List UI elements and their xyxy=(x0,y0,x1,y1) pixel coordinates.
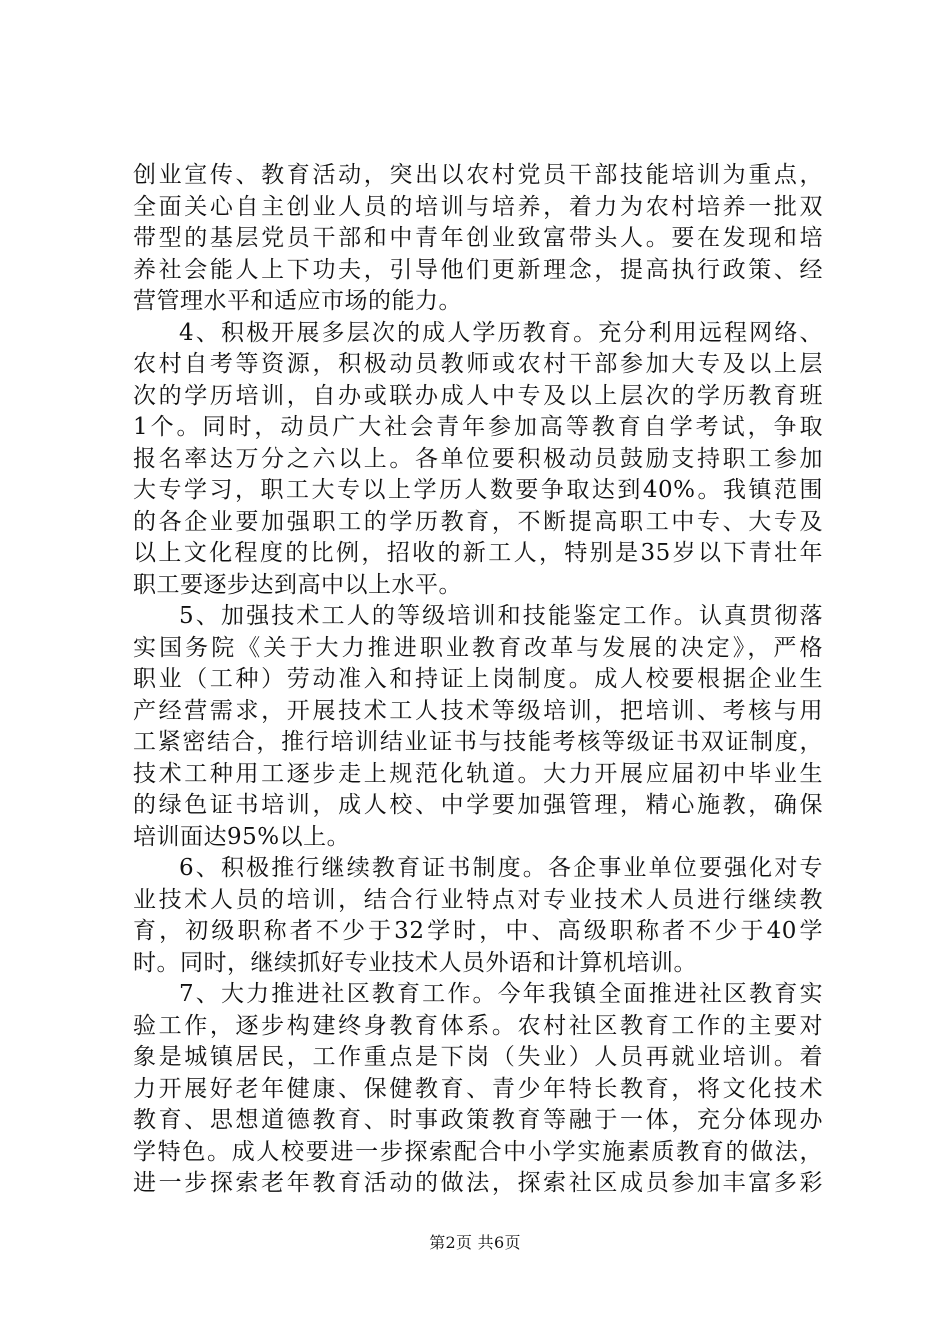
text-line: 1个。同时，动员广大社会青年参加高等教育自学考试，争取 xyxy=(133,414,823,440)
text-line: 进一步探索老年教育活动的做法，探索社区成员参加丰富多彩 xyxy=(133,1170,823,1196)
text-line: 养社会能人上下功夫，引导他们更新理念，提高执行政策、经 xyxy=(133,256,823,283)
text-line: 农村自考等资源，积极动员教师或农村干部参加大专及以上层 xyxy=(133,351,823,377)
paragraph-4-start: 4、积极开展多层次的成人学历教育。充分利用远程网络、 xyxy=(179,319,823,346)
text-line: 的绿色证书培训，成人校、中学要加强管理，精心施教，确保 xyxy=(133,792,823,818)
text-line: 时。同时，继续抓好专业技术人员外语和计算机培训。 xyxy=(133,949,697,976)
text-line: 职业（工种）劳动准入和持证上岗制度。成人校要根据企业生 xyxy=(133,666,823,692)
text-line: 报名率达万分之六以上。各单位要积极动员鼓励支持职工参加 xyxy=(133,445,823,472)
text-line: 业技术人员的培训，结合行业特点对专业技术人员进行继续教 xyxy=(133,886,823,913)
text-line: 实国务院《关于大力推进职业教育改革与发展的决定》，严格 xyxy=(133,634,823,661)
text-line: 职工要逐步达到高中以上水平。 xyxy=(133,571,462,598)
text-line: 创业宣传、教育活动，突出以农村党员干部技能培训为重点， xyxy=(133,162,823,188)
text-line: 营管理水平和适应市场的能力。 xyxy=(133,288,462,314)
text-line: 力开展好老年健康、保健教育、青少年特长教育，将文化技术 xyxy=(133,1075,823,1102)
paragraph-5-start: 5、加强技术工人的等级培训和技能鉴定工作。认真贯彻落 xyxy=(179,603,823,629)
text-line: 次的学历培训，自办或联办成人中专及以上层次的学历教育班 xyxy=(133,382,823,409)
paragraph-7-start: 7、大力推进社区教育工作。今年我镇全面推进社区教育实 xyxy=(179,981,823,1007)
text-line: 学特色。成人校要进一步探索配合中小学实施素质教育的做法， xyxy=(133,1138,823,1165)
text-line: 以上文化程度的比例，招收的新工人，特别是35岁以下青壮年 xyxy=(133,540,823,566)
text-line: 育，初级职称者不少于32学时，中、高级职称者不少于40学 xyxy=(133,918,823,944)
text-line: 大专学习，职工大专以上学历人数要争取达到40%。我镇范围 xyxy=(133,477,823,503)
text-line: 产经营需求，开展技术工人技术等级培训，把培训、考核与用 xyxy=(133,697,823,724)
body-text xyxy=(133,160,823,1200)
page-number-footer: 第2页 共6页 xyxy=(429,1233,521,1252)
text-line: 技术工种用工逐步走上规范化轨道。大力开展应届初中毕业生 xyxy=(133,760,823,787)
text-line: 工紧密结合，推行培训结业证书与技能考核等级证书双证制度， xyxy=(133,729,823,755)
text-line: 全面关心自主创业人员的培训与培养，着力为农村培养一批双 xyxy=(133,193,823,220)
text-line: 带型的基层党员干部和中青年创业致富带头人。要在发现和培 xyxy=(133,225,823,251)
text-line: 的各企业要加强职工的学历教育，不断提高职工中专、大专及 xyxy=(133,508,823,535)
paragraph-6-start: 6、积极推行继续教育证书制度。各企事业单位要强化对专 xyxy=(179,855,823,881)
text-line: 验工作，逐步构建终身教育体系。农村社区教育工作的主要对 xyxy=(133,1012,823,1039)
text-line: 教育、思想道德教育、时事政策教育等融于一体，充分体现办 xyxy=(133,1107,823,1133)
text-line: 象是城镇居民，工作重点是下岗（失业）人员再就业培训。着 xyxy=(133,1044,823,1070)
text-line: 培训面达95%以上。 xyxy=(133,823,351,850)
